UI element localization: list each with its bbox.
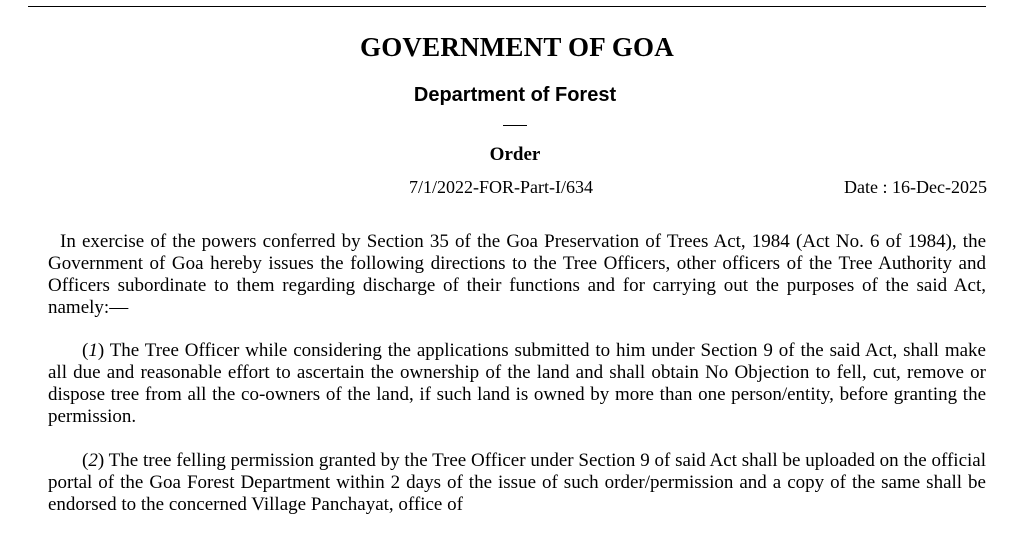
reference-number: 7/1/2022-FOR-Part-I/634 [409, 177, 593, 197]
top-rule [28, 6, 986, 7]
department-title: Department of Forest [413, 84, 617, 106]
clause-2: (2) The tree felling permission granted by the Tree Officer under Section 9 of said Act shall be uploaded on the official portal of the Goa Forest Department within 2 days of the issue of such order/permission and a copy of the same shall be endorsed to the concerned Village Panchayat, office of [48, 450, 986, 515]
clause-number: 1 [88, 340, 98, 361]
clause-text: The tree felling permission granted by the Tree Officer under Section 9 of said Act shall be uploaded on the official portal of the Goa Forest Department within 2 days of the issue of such order/permission and a copy of the same shall be endorsed to the concerned Village Panchayat, office of [48, 450, 986, 515]
heading-separator [503, 125, 527, 126]
government-title: GOVERNMENT OF GOA [360, 32, 674, 62]
order-heading: Order [489, 144, 541, 165]
clause-text: The Tree Officer while considering the applications submitted to him under Section 9 of the said Act, shall make all due and reasonable effort to ascertain the ownership of the land and shall obtain No Objection to fell, cut, remove or dispose tree from all the co-owners of the land, if such land is owned by more than one person/entity, before granting the permission. [48, 340, 986, 427]
clause-1: (1) The Tree Officer while considering the applications submitted to him under Section 9 of the said Act, shall make all due and reasonable effort to ascertain the ownership of the land and shall obtain No Objection to fell, cut, remove or dispose tree from all the co-owners of the land, if such land is owned by more than one person/entity, before granting the permission. [48, 340, 986, 427]
order-date: Date : 16-Dec-2025 [844, 177, 987, 197]
clause-number: 2 [88, 450, 98, 471]
preamble-paragraph: In exercise of the powers conferred by Section 35 of the Goa Preservation of Trees Act, 1984 (Act No. 6 of 1984), the Government of Goa hereby issues the following directions to the Tree Officers, other officers of the Tree Authority and Officers subordinate to them regarding discharge of their functions and for carrying out the purposes of the said Act, namely:— [48, 231, 986, 318]
